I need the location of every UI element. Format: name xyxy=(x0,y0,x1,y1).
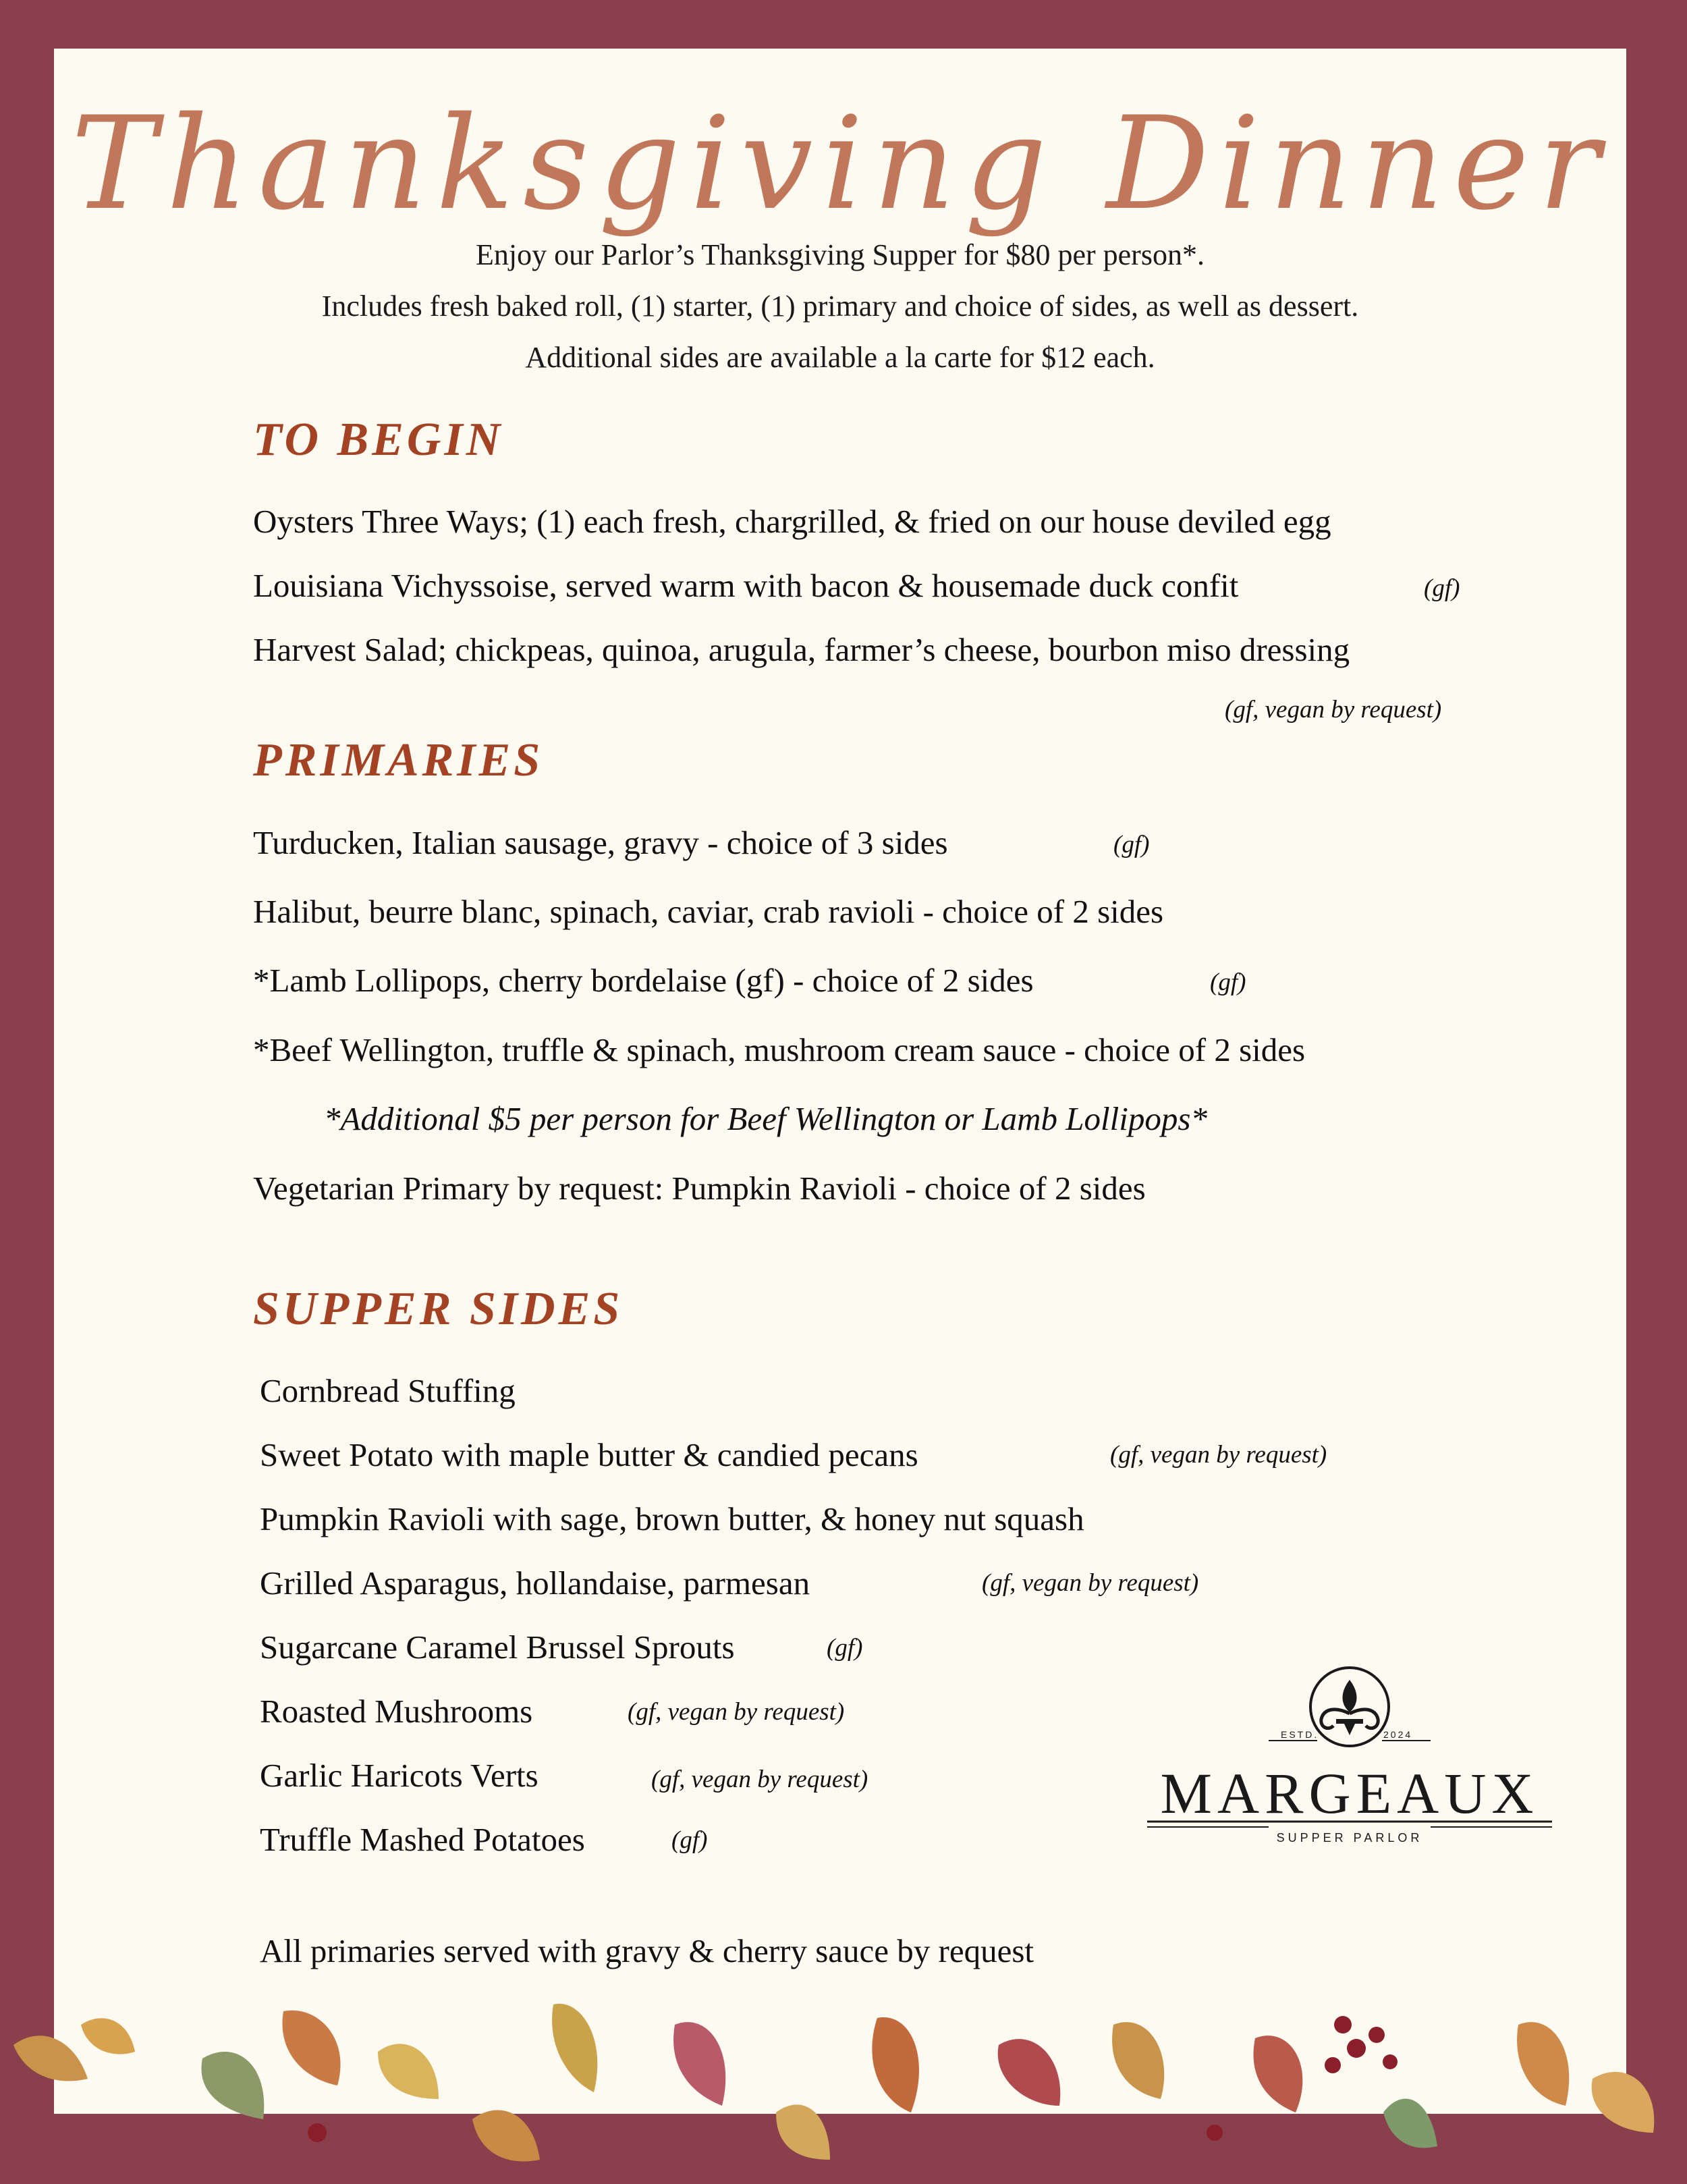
menu-title: Thanksgiving Dinner xyxy=(71,89,1609,238)
surcharge-note: *Additional $5 per person for Beef Wellington or Lamb Lollipops* xyxy=(324,1100,1207,1137)
dietary-note: (gf) xyxy=(671,1826,708,1854)
intro-line: Enjoy our Parlor’s Thanksgiving Supper for $80 per person*. xyxy=(476,238,1205,271)
logo-year: 2024 xyxy=(1383,1729,1413,1740)
dietary-note: (gf, vegan by request) xyxy=(628,1698,845,1726)
logo-estd: ESTD. xyxy=(1281,1729,1319,1740)
section-heading-supper-sides: SUPPER SIDES xyxy=(253,1283,624,1335)
side-item: Sugarcane Caramel Brussel Sprouts xyxy=(260,1629,735,1666)
autumn-foliage-illustration xyxy=(0,1998,1687,2184)
footer-note: All primaries served with gravy & cherry sauce by request xyxy=(260,1932,1034,1969)
dietary-note: (gf) xyxy=(1113,831,1150,858)
dietary-note: (gf, vegan by request) xyxy=(1110,1441,1327,1469)
menu-item: *Beef Wellington, truffle & spinach, mushroom cream sauce - choice of 2 sides xyxy=(253,1031,1306,1068)
menu-card xyxy=(54,49,1626,2114)
logo-subtitle: SUPPER PARLOR xyxy=(1276,1831,1423,1845)
side-item: Pumpkin Ravioli with sage, brown butter, & honey nut squash xyxy=(260,1500,1084,1537)
menu-item: Vegetarian Primary by request: Pumpkin Ravioli - choice of 2 sides xyxy=(253,1170,1146,1207)
intro-line: Additional sides are available a la carte for $12 each. xyxy=(525,341,1155,374)
section-heading-primaries: PRIMARIES xyxy=(253,734,544,786)
menu-item: *Lamb Lollipops, cherry bordelaise (gf) - choice of 2 sides xyxy=(253,962,1034,999)
dietary-note: (gf) xyxy=(827,1634,863,1662)
menu-item: Halibut, beurre blanc, spinach, caviar, crab ravioli - choice of 2 sides xyxy=(253,893,1164,930)
leaf-icon xyxy=(13,2004,1654,2162)
side-item: Sweet Potato with maple butter & candied pecans xyxy=(260,1436,918,1473)
logo-name: MARGEAUX xyxy=(1160,1761,1539,1826)
menu-item: Louisiana Vichyssoise, served warm with bacon & housemade duck confit xyxy=(253,567,1239,604)
menu-intro xyxy=(54,229,1626,383)
intro-line: Includes fresh baked roll, (1) starter, (1) primary and choice of sides, as well as dessert. xyxy=(321,290,1359,323)
menu-item: Harvest Salad; chickpeas, quinoa, arugula, farmer’s cheese, bourbon miso dressing xyxy=(253,631,1350,668)
side-item: Truffle Mashed Potatoes xyxy=(260,1821,585,1858)
side-item: Garlic Haricots Verts xyxy=(260,1757,538,1794)
dietary-note: (gf) xyxy=(1424,574,1460,602)
side-item: Roasted Mushrooms xyxy=(260,1693,533,1730)
dietary-note: (gf, vegan by request) xyxy=(651,1766,868,1793)
dietary-note: (gf) xyxy=(1210,968,1246,996)
berry-icon xyxy=(308,2016,1398,2142)
side-item: Grilled Asparagus, hollandaise, parmesan xyxy=(260,1564,810,1602)
dietary-note: (gf, vegan by request) xyxy=(1225,696,1442,724)
menu-item: Oysters Three Ways; (1) each fresh, chargrilled, & fried on our house deviled egg xyxy=(253,503,1331,540)
menu-item: Turducken, Italian sausage, gravy - choice of 3 sides xyxy=(253,824,948,861)
side-item: Cornbread Stuffing xyxy=(260,1372,516,1409)
dietary-note: (gf, vegan by request) xyxy=(982,1569,1199,1597)
section-heading-to-begin: TO BEGIN xyxy=(253,414,504,466)
margeaux-logo xyxy=(1147,1665,1552,1845)
